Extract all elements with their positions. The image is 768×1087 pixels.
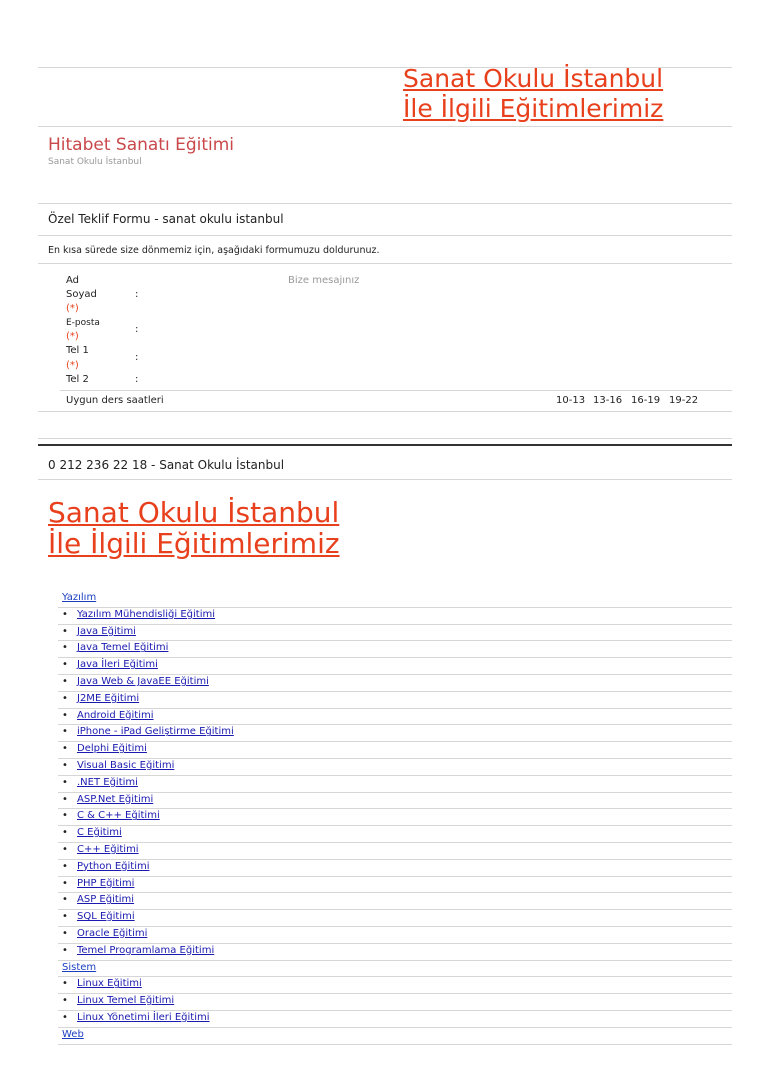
required-mark-soyad: (*) [66, 303, 79, 314]
list-divider [58, 624, 732, 625]
colon-tel2: : [135, 374, 139, 385]
list-divider [58, 775, 732, 776]
divider-form-bottom [38, 411, 732, 412]
list-item [62, 760, 174, 771]
course-link[interactable]: Oracle Eğitimi [77, 928, 148, 939]
bullet-icon: • [62, 642, 68, 654]
bullet-icon: • [62, 776, 68, 788]
list-item [62, 878, 134, 889]
label-tel1: Tel 1 [66, 345, 89, 356]
list-item [62, 995, 174, 1006]
list-item [62, 978, 142, 989]
divider-hours [60, 390, 732, 391]
list-item [62, 810, 160, 821]
list-item [62, 676, 209, 687]
divider-contact-dark [38, 444, 732, 446]
colon-tel1: : [135, 352, 139, 363]
intro-title: Hitabet Sanatı Eğitimi [48, 135, 235, 155]
list-divider [58, 741, 732, 742]
bullet-icon: • [62, 860, 68, 872]
list-item [62, 794, 153, 805]
bullet-icon: • [62, 928, 68, 939]
hours-option-19-22[interactable]: 19-22 [669, 395, 699, 406]
bullet-icon: • [62, 894, 68, 906]
list-divider [58, 859, 732, 860]
divider-phone [38, 479, 732, 480]
list-item [62, 609, 215, 620]
colon-soyad: : [135, 289, 139, 300]
course-link[interactable]: PHP Eğitimi [77, 877, 135, 889]
bullet-icon: • [62, 1012, 68, 1023]
list-item [62, 693, 139, 704]
list-item [62, 861, 150, 872]
colon-eposta: : [135, 324, 139, 335]
course-link[interactable]: Android Eğitimi [77, 709, 154, 721]
list-item [62, 945, 214, 956]
category-sistem[interactable]: Sistem [62, 961, 97, 973]
message-textarea[interactable]: Bize mesajınız [288, 275, 360, 286]
divider-contact-light [38, 438, 732, 439]
courses-title-line1: Sanat Okulu İstanbul [48, 496, 340, 529]
divider-form-desc [38, 263, 732, 264]
list-divider [58, 892, 732, 893]
list-divider [58, 607, 732, 608]
course-link[interactable]: C++ Eğitimi [77, 844, 139, 855]
category-web[interactable]: Web [62, 1028, 84, 1040]
list-divider [58, 960, 732, 961]
course-link[interactable]: C & C++ Eğitimi [77, 810, 160, 822]
list-divider [58, 976, 732, 977]
list-item [62, 894, 134, 905]
label-soyad: Soyad [66, 289, 97, 300]
list-divider [58, 792, 732, 793]
course-link[interactable]: Python Eğitimi [77, 860, 150, 872]
bullet-icon: • [62, 844, 68, 855]
course-link[interactable]: Linux Yönetimi İleri Eğitimi [77, 1012, 210, 1023]
course-link[interactable]: Linux Temel Eğitimi [77, 995, 175, 1007]
hours-option-13-16[interactable]: 13-16 [593, 395, 623, 406]
bullet-icon: • [62, 827, 68, 839]
list-item [62, 911, 135, 922]
bullet-icon: • [62, 911, 68, 923]
course-link[interactable]: iPhone - iPad Geliştirme Eğitimi [77, 726, 234, 738]
list-divider [58, 1027, 732, 1028]
list-item [62, 743, 147, 754]
label-tel2: Tel 2 [66, 374, 89, 385]
course-link[interactable]: C Eğitimi [77, 827, 122, 839]
course-link[interactable]: Yazılım Mühendisliği Eğitimi [77, 608, 216, 620]
list-item [62, 777, 138, 788]
bullet-icon: • [62, 877, 68, 889]
course-link[interactable]: Java Web & JavaEE Eğitimi [77, 676, 209, 687]
intro-subtitle: Sanat Okulu İstanbul [48, 157, 142, 167]
list-item [62, 827, 122, 838]
required-mark-tel1: (*) [66, 360, 79, 371]
bullet-icon: • [62, 760, 68, 771]
bullet-icon: • [62, 743, 68, 755]
header-title-line1: Sanat Okulu İstanbul [403, 64, 664, 93]
hours-option-16-19[interactable]: 16-19 [631, 395, 661, 406]
hours-label: Uygun ders saatleri [66, 395, 164, 406]
list-item [62, 928, 147, 939]
list-item [62, 726, 234, 737]
list-item [62, 710, 154, 721]
category-yazılım[interactable]: Yazılım [62, 592, 97, 603]
course-link[interactable]: SQL Eğitimi [77, 911, 135, 923]
phone-text: 0 212 236 22 18 - Sanat Okulu İstanbul [48, 458, 285, 472]
course-link[interactable]: ASP.Net Eğitimi [77, 793, 154, 805]
form-description: En kısa sürede size dönmemiz için, aşağıdaki formumuzu doldurunuz. [48, 245, 380, 256]
bullet-icon: • [62, 793, 68, 805]
list-divider [58, 1044, 732, 1045]
bullet-icon: • [62, 676, 68, 687]
list-divider [58, 926, 732, 927]
list-item [62, 642, 168, 653]
course-link[interactable]: Temel Programlama Eğitimi [77, 944, 215, 956]
list-divider [58, 708, 732, 709]
list-divider [58, 1010, 732, 1011]
list-item [62, 626, 136, 637]
bullet-icon: • [62, 978, 68, 990]
course-link[interactable]: Linux Eğitimi [77, 978, 142, 990]
list-item [62, 1012, 210, 1023]
bullet-icon: • [62, 810, 68, 822]
course-link[interactable]: ASP Eğitimi [77, 894, 135, 906]
list-divider [58, 842, 732, 843]
header-title-link[interactable] [403, 64, 663, 124]
bullet-icon: • [62, 692, 68, 704]
bullet-icon: • [62, 659, 68, 671]
bullet-icon: • [62, 709, 68, 721]
list-divider [58, 825, 732, 826]
bullet-icon: • [62, 995, 68, 1007]
bullet-icon: • [62, 608, 68, 620]
list-divider [58, 657, 732, 658]
form-title: Özel Teklif Formu - sanat okulu istanbul [48, 212, 284, 226]
list-divider [58, 943, 732, 944]
course-link[interactable]: Java Temel Eğitimi [77, 642, 169, 654]
hours-option-10-13[interactable]: 10-13 [556, 395, 586, 406]
courses-title-line2: İle İlgili Eğitimlerimiz [48, 527, 340, 560]
bullet-icon: • [62, 726, 68, 738]
bullet-icon: • [62, 944, 68, 956]
header-title-line2: İle İlgili Eğitimlerimiz [403, 94, 664, 123]
list-item [62, 659, 158, 670]
list-divider [58, 674, 732, 675]
list-divider [58, 876, 732, 877]
list-divider [58, 691, 732, 692]
course-link[interactable]: Delphi Eğitimi [77, 743, 147, 755]
bullet-icon: • [62, 625, 68, 637]
divider-form-title [38, 235, 732, 236]
course-link[interactable]: J2ME Eğitimi [77, 692, 140, 704]
list-item [62, 844, 139, 855]
course-link[interactable]: Java İleri Eğitimi [77, 659, 158, 671]
label-eposta: E-posta [66, 318, 100, 328]
label-ad: Ad [66, 275, 80, 286]
course-link[interactable]: Java Eğitimi [77, 625, 136, 637]
list-divider [58, 909, 732, 910]
course-link[interactable]: Visual Basic Eğitimi [77, 760, 175, 771]
divider-header [38, 126, 732, 127]
course-link[interactable]: .NET Eğitimi [77, 776, 138, 788]
divider-form-top [38, 203, 732, 204]
list-divider [58, 758, 732, 759]
required-mark-eposta: (*) [66, 331, 79, 342]
courses-title-link[interactable] [48, 497, 340, 559]
